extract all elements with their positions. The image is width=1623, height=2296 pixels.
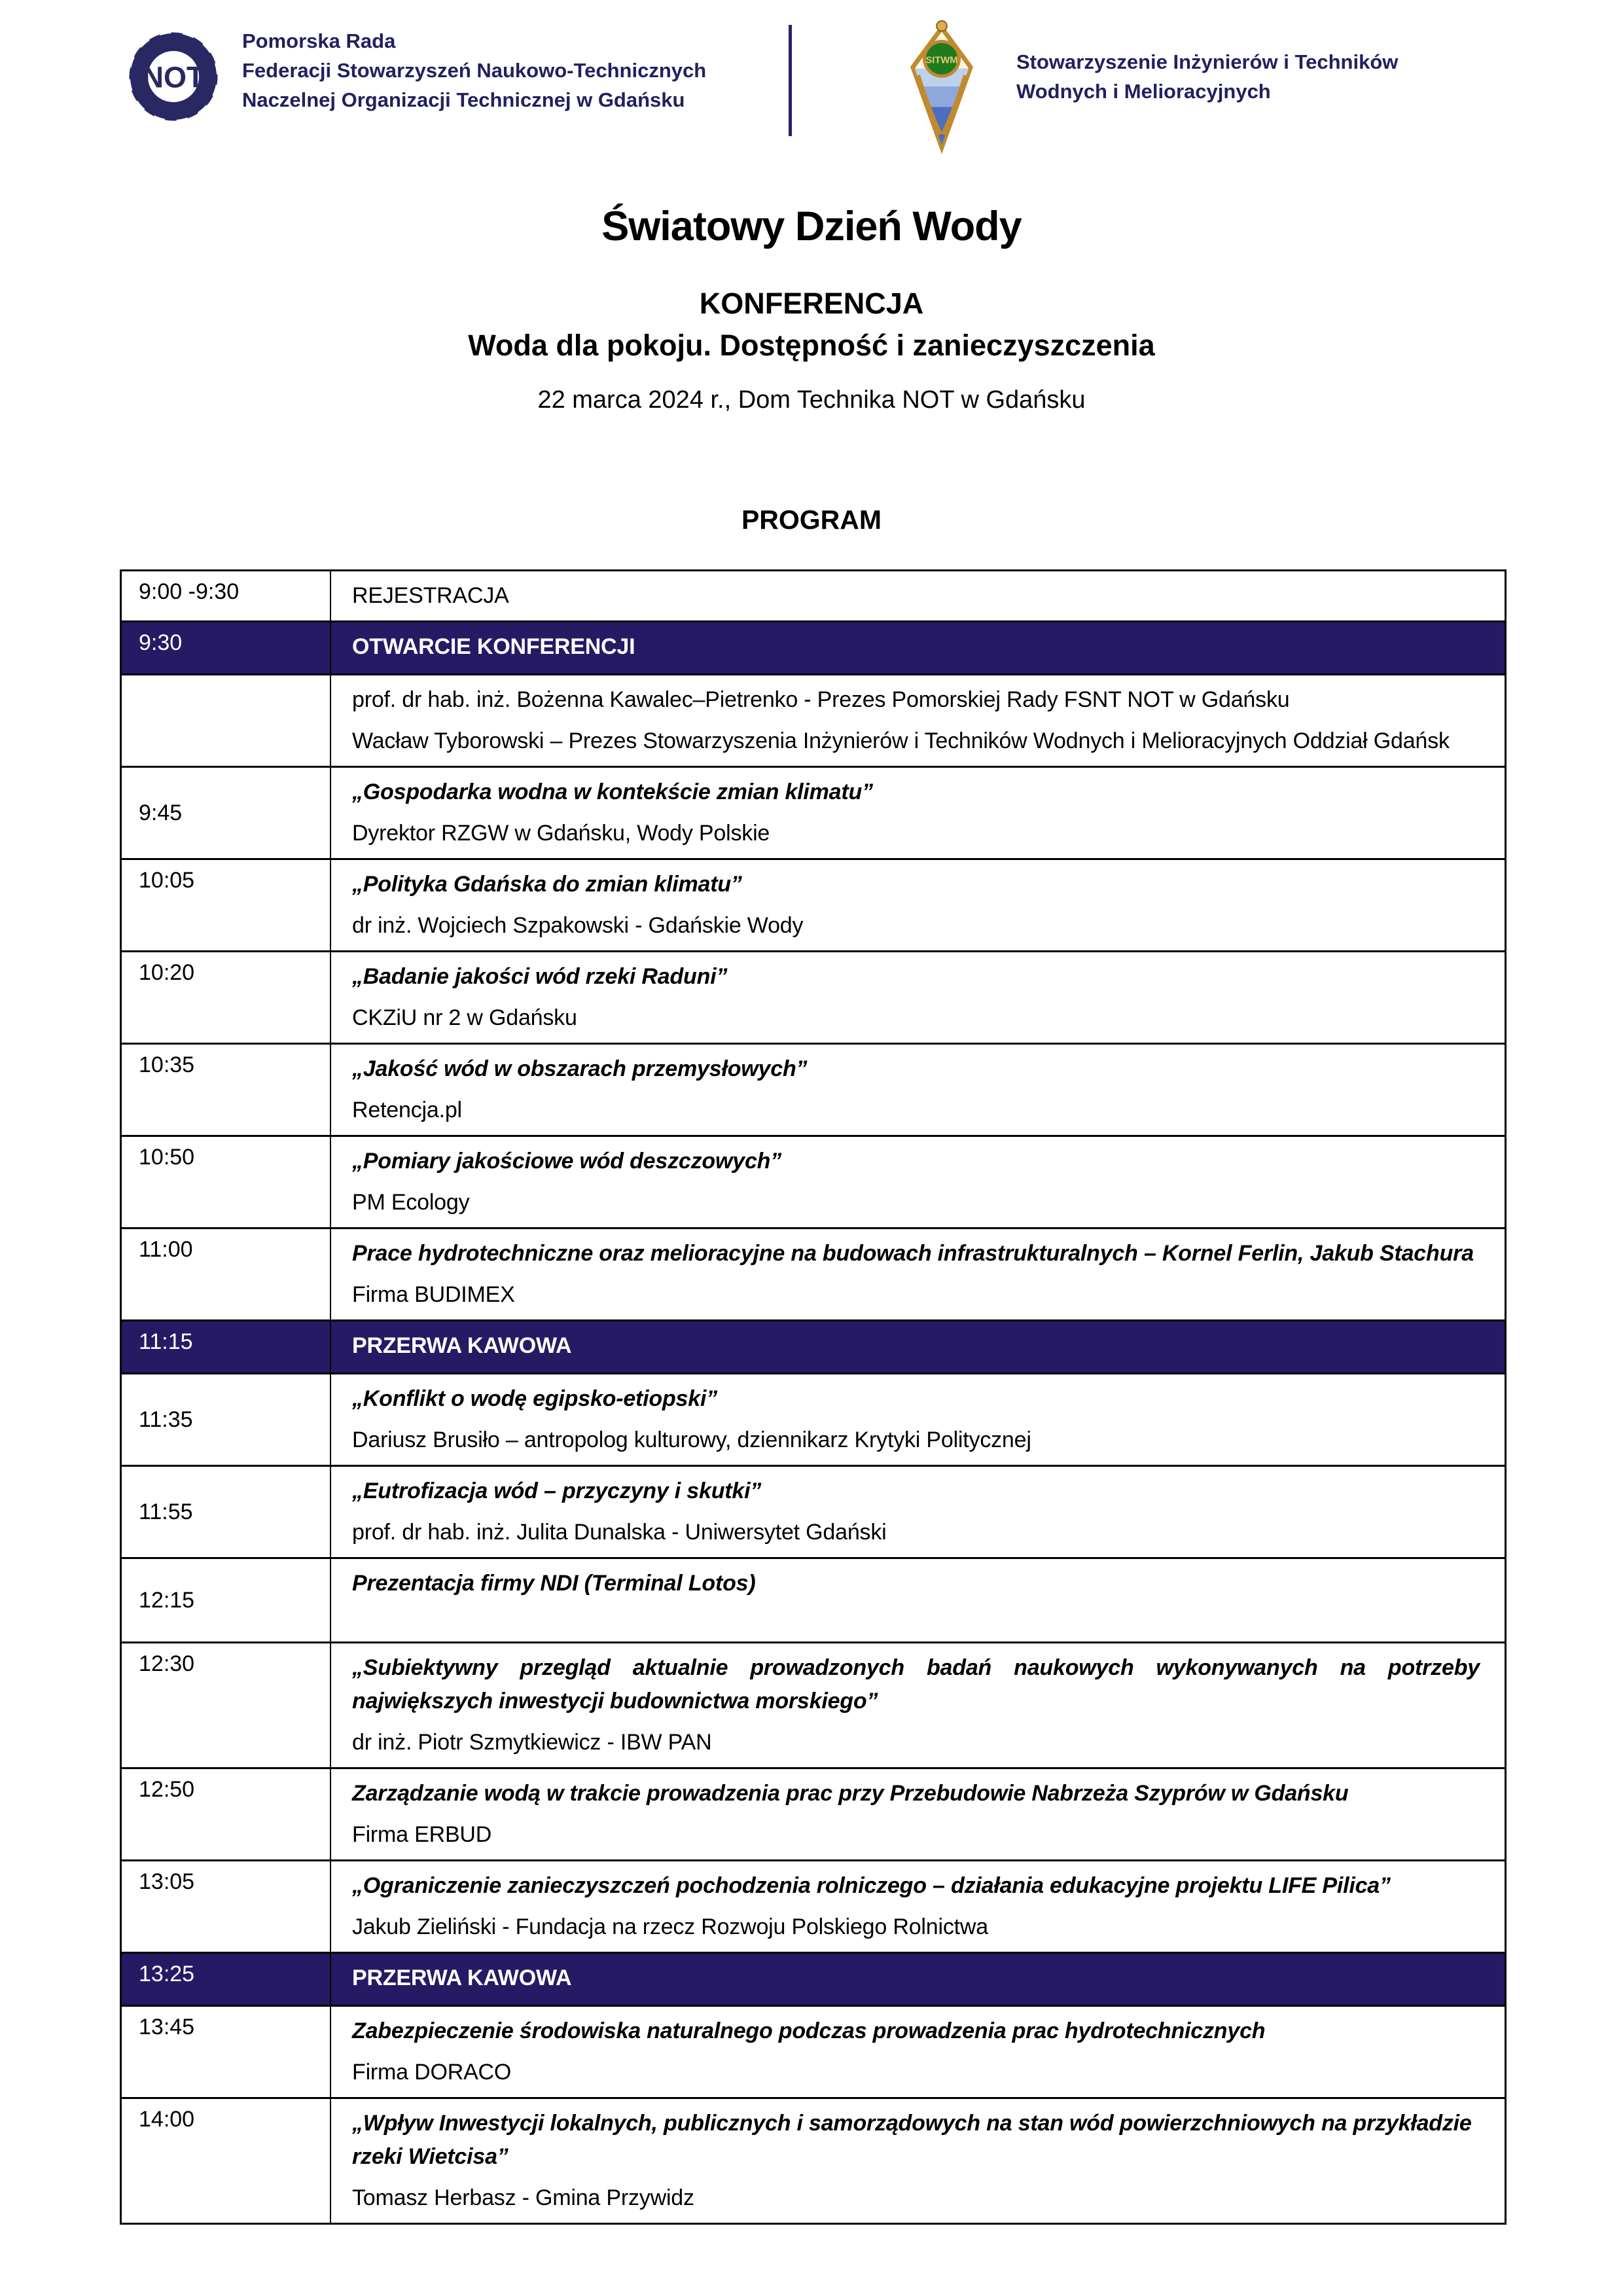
time-cell: 11:00 [122,1229,331,1319]
schedule-row [122,952,1505,1045]
content-cell [331,675,1505,766]
time-cell: 9:45 [122,768,331,858]
time-cell: 12:15 [122,1559,331,1641]
time-cell: 10:05 [122,860,331,950]
org-left-text [242,26,706,115]
content-cell [331,1861,1505,1952]
schedule-row [122,675,1505,768]
talk-speaker: Dariusz Brusiło – antropolog kulturowy, dziennikarz Krytyki Politycznej [352,1427,1031,1452]
conference-label: KONFERENCJA [699,287,924,320]
content-cell [331,952,1505,1043]
schedule-row [122,2099,1505,2223]
schedule-table [120,569,1507,2225]
talk-speaker: CKZiU nr 2 w Gdańsku [352,1005,577,1030]
content-cell [331,622,1505,673]
schedule-row [122,1643,1505,1769]
talk-speaker: Tomasz Herbasz - Gmina Przywidz [352,2185,694,2210]
content-cell [331,2099,1505,2223]
talk-speaker: prof. dr hab. inż. Bożenna Kawalec–Pietrenko - Prezes Pomorskiej Rady FSNT NOT w Gdańsku [352,687,1290,712]
time-cell: 10:35 [122,1045,331,1135]
talk-speaker: PM Ecology [352,1190,470,1215]
content-cell [331,1045,1505,1135]
schedule-break-row [122,622,1505,675]
org-right-line-1: Stowarzyszenie Inżynierów i Techników [1016,50,1399,73]
talk-title: „Gospodarka wodna w kontekście zmian klimatu” [352,780,873,804]
schedule-row [122,1861,1505,1954]
talk-speaker: Firma ERBUD [352,1822,492,1847]
content-cell [331,1137,1505,1227]
schedule-row [122,1137,1505,1229]
time-cell: 12:30 [122,1643,331,1767]
content-cell [331,768,1505,858]
talk-speaker: Dyrektor RZGW w Gdańsku, Wody Polskie [352,821,770,846]
time-cell: 9:00 -9:30 [122,571,331,620]
org-right-line-2: Wodnych i Melioracyjnych [1016,80,1271,103]
time-cell: 11:15 [122,1321,331,1372]
event-title: Światowy Dzień Wody [601,204,1022,249]
sitwm-logo-icon [906,18,977,154]
talk-speaker: dr inż. Wojciech Szpakowski - Gdańskie Wody [352,913,804,938]
talk-title: „Badanie jakości wód rzeki Raduni” [352,964,728,989]
conference-subtitle: Woda dla pokoju. Dostępność i zanieczyszczenia [468,329,1155,362]
schedule-break-row [122,1321,1505,1374]
not-logo-icon [124,27,223,126]
content-cell [331,1229,1505,1319]
talk-title: Prace hydrotechniczne oraz melioracyjne na budowach infrastrukturalnych – Kornel Ferlin, Jakub Stachura [352,1241,1474,1266]
break-label: OTWARCIE KONFERENCJI [352,634,635,659]
talk-title: „Eutrofizacja wód – przyczyny i skutki” [352,1479,762,1503]
schedule-row [122,1559,1505,1643]
org-left-line-2: Federacji Stowarzyszeń Naukowo-Technicznych [242,59,707,82]
content-cell [331,1374,1505,1465]
content-cell [331,1321,1505,1372]
time-cell: 13:05 [122,1861,331,1952]
schedule-row [122,1045,1505,1137]
talk-title: „Konflikt o wodę egipsko-etiopski” [352,1386,718,1411]
schedule-row [122,1374,1505,1467]
event-date-location: 22 marca 2024 r., Dom Technika NOT w Gdańsku [537,386,1086,414]
time-cell [122,675,331,766]
time-cell: 9:30 [122,622,331,673]
talk-title: „Wpływ Inwestycji lokalnych, publicznych i samorządowych na stan wód powierzchniowych na przykładzie rzeki Wietcisa” [352,2111,1472,2169]
talk-title: „Ograniczenie zanieczyszczeń pochodzenia rolniczego – działania edukacyjne projektu LIFE Pilica” [352,1873,1391,1898]
schedule-row [122,2007,1505,2099]
org-right-text [1016,47,1398,106]
talk-speaker: Retencja.pl [352,1098,462,1122]
content-cell [331,1467,1505,1557]
content-cell [331,860,1505,950]
talk-speaker: Firma BUDIMEX [352,1282,515,1307]
talk-speaker: prof. dr hab. inż. Julita Dunalska - Uniwersytet Gdański [352,1520,887,1545]
org-left-line-1: Pomorska Rada [242,29,396,52]
time-cell: 13:25 [122,1954,331,2005]
time-cell: 10:50 [122,1137,331,1227]
time-cell: 12:50 [122,1769,331,1859]
talk-speaker: Wacław Tyborowski – Prezes Stowarzyszenia Inżynierów i Techników Wodnych i Melioracyjnych Oddział Gdańsk [352,728,1450,753]
time-cell: 10:20 [122,952,331,1043]
talk-speaker: REJESTRACJA [352,583,509,608]
talk-title: Zarządzanie wodą w trakcie prowadzenia prac przy Przebudowie Nabrzeża Szyprów w Gdańsku [352,1781,1349,1806]
sitwm-logo-text: SITWM [925,55,958,66]
time-cell: 13:45 [122,2007,331,2097]
time-cell: 11:35 [122,1374,331,1465]
time-cell: 11:55 [122,1467,331,1557]
talk-title: „Subiektywny przegląd aktualnie prowadzonych badań naukowych wykonywanych na potrzeby największych inwestycji budownictwa morskiego” [352,1655,1480,1713]
not-logo-text: NOT [142,60,205,94]
content-cell [331,1559,1505,1641]
talk-title: „Polityka Gdańska do zmian klimatu” [352,872,742,897]
talk-title: „Jakość wód w obszarach przemysłowych” [352,1056,808,1081]
schedule-row [122,1467,1505,1559]
content-cell [331,1769,1505,1859]
program-heading: PROGRAM [741,505,882,535]
break-label: PRZERWA KAWOWA [352,1333,572,1358]
content-cell [331,571,1505,620]
content-cell [331,1954,1505,2005]
schedule-row [122,768,1505,860]
talk-speaker: Firma DORACO [352,2060,512,2085]
schedule-row [122,571,1505,622]
schedule-row [122,1769,1505,1861]
break-label: PRZERWA KAWOWA [352,1965,572,1990]
schedule-row [122,860,1505,952]
header-divider [789,25,792,136]
schedule-row [122,1229,1505,1321]
talk-title: „Pomiary jakościowe wód deszczowych” [352,1149,782,1174]
content-cell [331,1643,1505,1767]
time-cell: 14:00 [122,2099,331,2223]
talk-speaker: Jakub Zieliński - Fundacja na rzecz Rozwoju Polskiego Rolnictwa [352,1914,988,1939]
talk-title: Zabezpieczenie środowiska naturalnego podczas prowadzenia prac hydrotechnicznych [352,2018,1266,2043]
org-left-line-3: Naczelnej Organizacji Technicznej w Gdańsku [242,88,685,111]
talk-title: Prezentacja firmy NDI (Terminal Lotos) [352,1571,756,1596]
talk-speaker: dr inż. Piotr Szmytkiewicz - IBW PAN [352,1730,712,1755]
schedule-break-row [122,1954,1505,2007]
org-header [121,20,1525,173]
content-cell [331,2007,1505,2097]
